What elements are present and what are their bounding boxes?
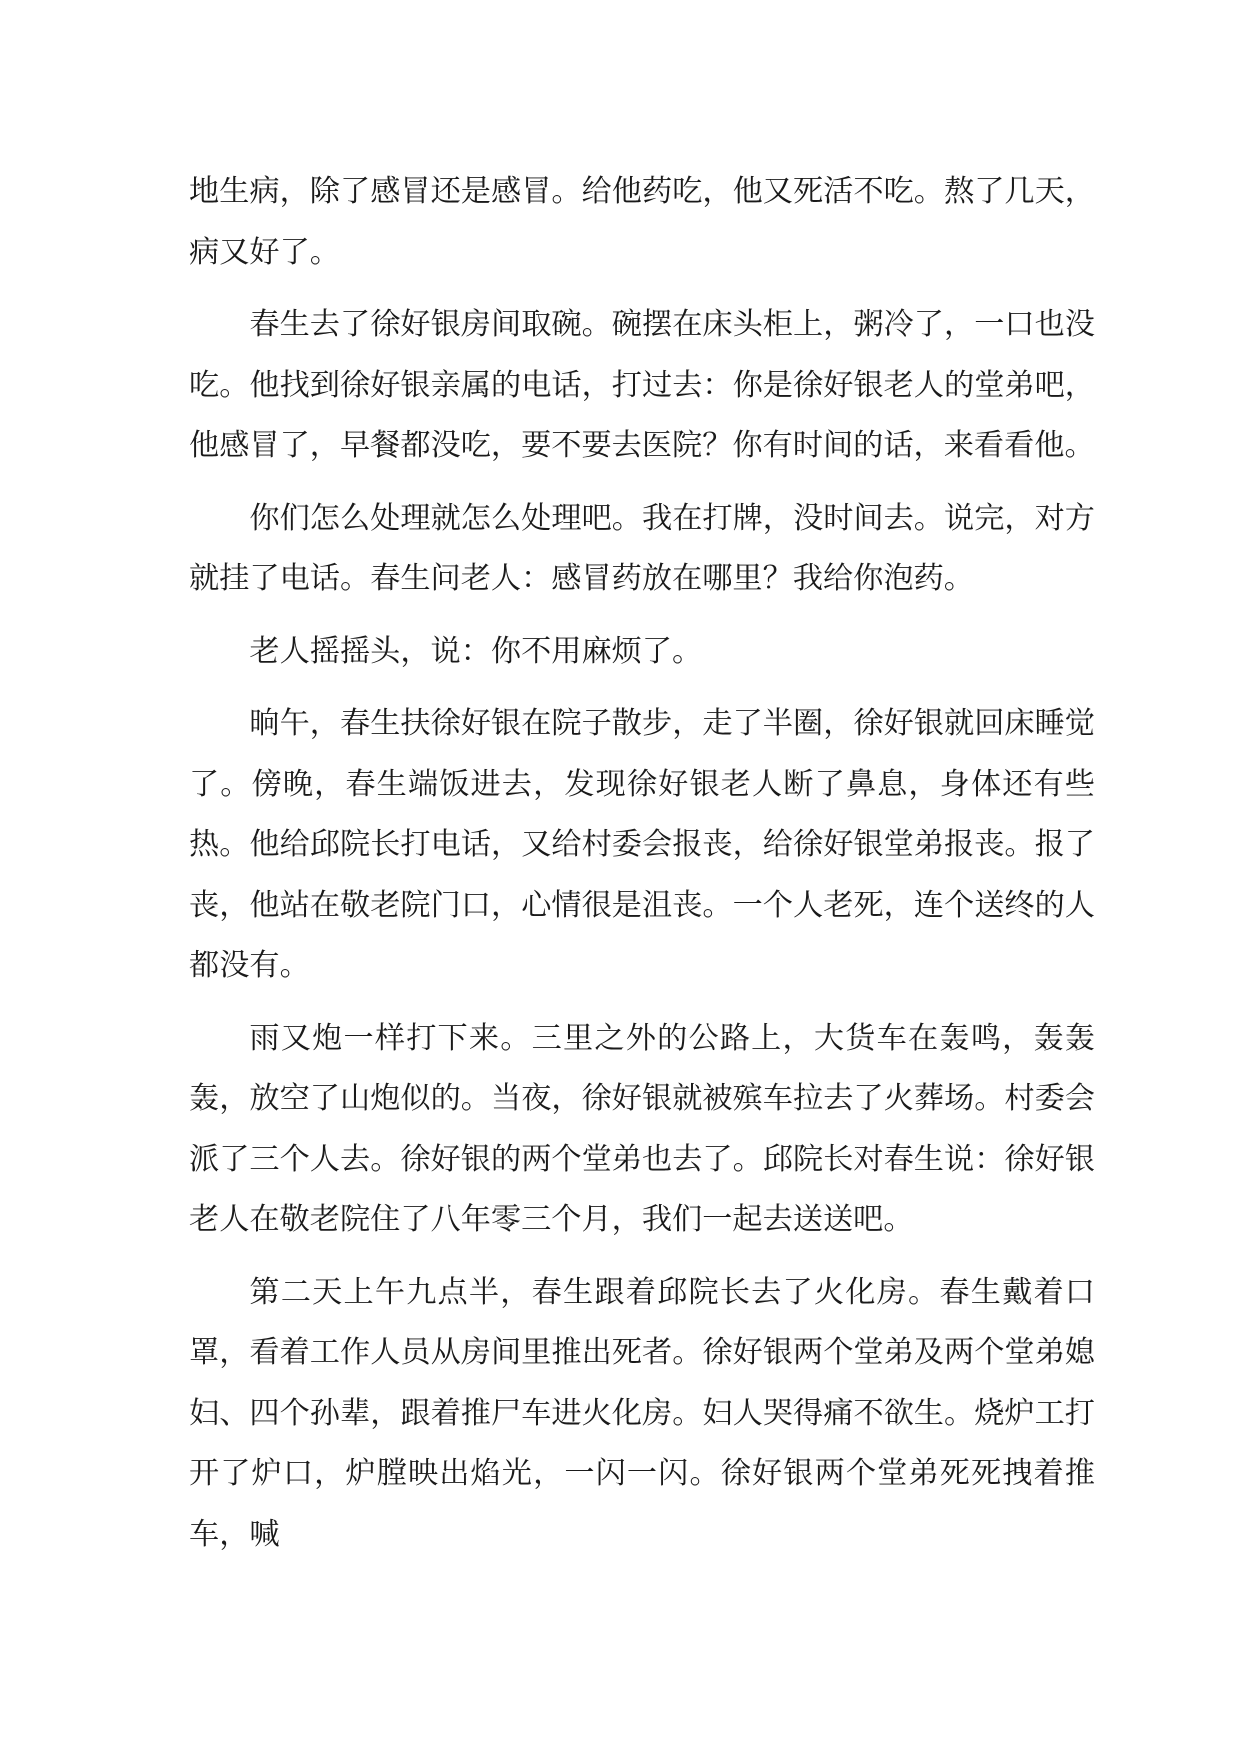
paragraph: 雨又炮一样打下来。三里之外的公路上，大货车在轰鸣，轰轰轰，放空了山炮似的。当夜，徐好银就被殡车拉去了火葬场。村委会派了三个人去。徐好银的两个堂弟也去了。邱院长对春生说：徐好银老人在敬老院住了八年零三个月，我们一起去送送吧。 <box>189 1020 1095 1237</box>
paragraph: 晌午，春生扶徐好银在院子散步，走了半圈，徐好银就回床睡觉了。傍晚，春生端饭进去，发现徐好银老人断了鼻息，身体还有些热。他给邱院长打电话，又给村委会报丧，给徐好银堂弟报丧。报了丧，他站在敬老院门口，心情很是沮丧。一个人老死，连个送终的人都没有。 <box>189 706 1095 983</box>
paragraph: 第二天上午九点半，春生跟着邱院长去了火化房。春生戴着口罩，看着工作人员从房间里推出死者。徐好银两个堂弟及两个堂弟媳妇、四个孙辈，跟着推尸车进火化房。妇人哭得痛不欲生。烧炉工打开了炉口，炉膛映出焰光，一闪一闪。徐好银两个堂弟死死拽着推车，喊 <box>189 1274 1095 1552</box>
paragraph: 你们怎么处理就怎么处理吧。我在打牌，没时间去。说完，对方就挂了电话。春生问老人：感冒药放在哪里？我给你泡药。 <box>189 500 1095 596</box>
paragraph: 春生去了徐好银房间取碗。碗摆在床头柜上，粥冷了，一口也没吃。他找到徐好银亲属的电话，打过去：你是徐好银老人的堂弟吧，他感冒了，早餐都没吃，要不要去医院？你有时间的话，来看看他。 <box>189 307 1095 463</box>
paragraph: 老人摇摇头，说：你不用麻烦了。 <box>249 633 703 669</box>
body-text <box>189 162 1095 1565</box>
paragraph-continuation: 地生病，除了感冒还是感冒。给他药吃，他又死活不吃。熬了几天，病又好了。 <box>189 174 1095 270</box>
